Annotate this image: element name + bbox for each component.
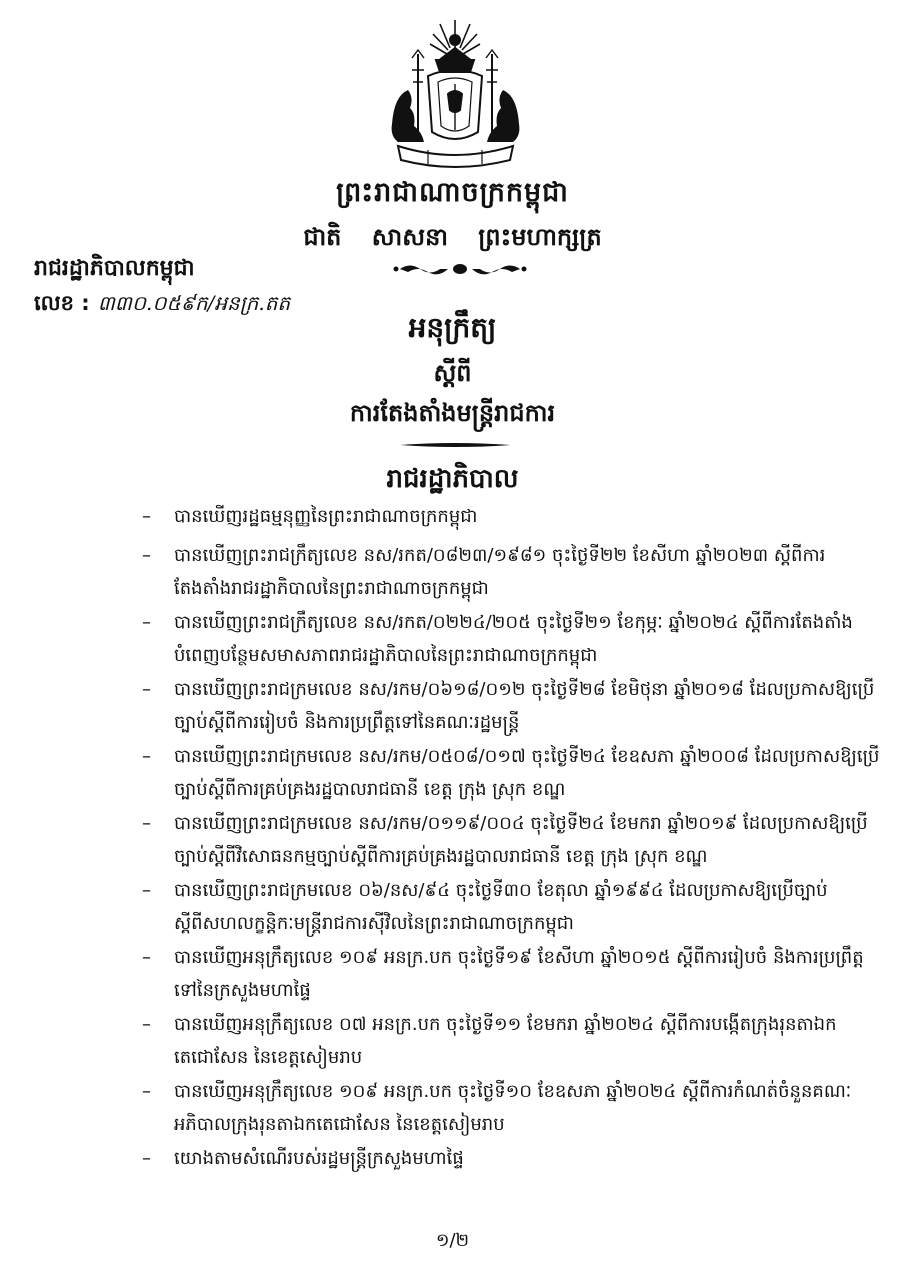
list-marker: –: [142, 545, 151, 566]
list-item: – យោងតាមសំណើរបស់រដ្ឋមន្ត្រីក្រសួងមហាផ្ទៃ: [142, 1142, 882, 1175]
list-item: – បានឃើញអនុក្រឹត្យលេខ ១០៩ អនក្រ.បក ចុះថ្ងៃទី១៩ ខែសីហា ឆ្នាំ២០១៥ ស្តីពីការរៀបចំ និងការប្រព្រឹត្តទៅនៃក្រសួងមហាផ្ទៃ: [142, 941, 882, 1007]
document-number-label: លេខ :: [34, 291, 90, 315]
royal-arms-emblem-icon: [378, 14, 533, 169]
list-item: – បានឃើញព្រះរាជក្រឹត្យលេខ នស/រកត/០២២៤/២០៥ ចុះថ្ងៃទី២១ ខែកុម្ភៈ ឆ្នាំ២០២៤ ស្តីពីការតែងតាំងបំពេញបន្ថែមសមាសភាពរាជរដ្ឋាភិបាលនៃព្រះរាជាណាចក្រកម្ពុជា: [142, 606, 882, 672]
page-number: ១/២: [435, 1230, 470, 1251]
list-marker: –: [142, 947, 151, 968]
list-item: – បានឃើញអនុក្រឹត្យលេខ ១០៩ អនក្រ.បក ចុះថ្ងៃទី១០ ខែឧសភា ឆ្នាំ២០២៤ ស្តីពីការកំណត់ចំនួនគណៈអភិបាលក្រុងរុនតាឯកតេជោសែន នៃខេត្តសៀមរាប: [142, 1075, 882, 1141]
list-marker: –: [142, 612, 151, 633]
list-item: – បានឃើញព្រះរាជក្រមលេខ ០៦/នស/៩៤ ចុះថ្ងៃទី៣០ ខែតុលា ឆ្នាំ១៩៩៤ ដែលប្រកាសឱ្យប្រើច្បាប់ស្តីពីសហលក្ខន្តិកៈមន្ត្រីរាជការស៊ីវិលនៃព្រះរាជាណាចក្រកម្ពុជា: [142, 874, 882, 940]
kingdom-title: ព្រះរាជាណាចក្រកម្ពុជា: [336, 177, 569, 208]
list-item: – បានឃើញរដ្ឋធម្មនុញ្ញនៃព្រះរាជាណាចក្រកម្ពុជា: [142, 500, 882, 533]
list-marker: –: [142, 746, 151, 767]
issuing-government: រាជរដ្ឋាភិបាលកម្ពុជា: [34, 256, 195, 281]
concerning-label: ស្តីពី: [433, 359, 472, 387]
title-divider: [400, 440, 510, 450]
considerations-list: [142, 500, 882, 1181]
list-marker: –: [142, 1081, 151, 1102]
list-item: – បានឃើញព្រះរាជក្រមលេខ នស/រកម/០១១៩/០០៤ ចុះថ្ងៃទី២៤ ខែមករា ឆ្នាំ២០១៩ ដែលប្រកាសឱ្យប្រើច្បាប់ស្តីពីវិសោធនកម្មច្បាប់ស្តីពីការគ្រប់គ្រងរដ្ឋបាលរាជធានី ខេត្ត ក្រុង ស្រុក ខណ្ឌ: [142, 807, 882, 873]
list-marker: –: [142, 1014, 151, 1035]
government-heading: រាជរដ្ឋាភិបាល: [386, 464, 519, 494]
list-item: – បានឃើញអនុក្រឹត្យលេខ ០៧ អនក្រ.បក ចុះថ្ងៃទី១១ ខែមករា ឆ្នាំ២០២៤ ស្តីពីការបង្កើតក្រុងរុនតាឯកតេជោសែន នៃខេត្តសៀមរាប: [142, 1008, 882, 1074]
list-marker: –: [142, 506, 151, 527]
document-subject: ការតែងតាំងមន្ត្រីរាជការ: [349, 399, 556, 427]
list-marker: –: [142, 880, 151, 901]
national-motto: ជាតិ សាសនា ព្រះមហាក្សត្រ: [303, 223, 602, 251]
list-item: – បានឃើញព្រះរាជក្រមលេខ នស/រកម/០៦១៨/០១២ ចុះថ្ងៃទី២៨ ខែមិថុនា ឆ្នាំ២០១៨ ដែលប្រកាសឱ្យប្រើច្បាប់ស្តីពីការរៀបចំ និងការប្រព្រឹត្តទៅនៃគណៈរដ្ឋមន្ត្រី: [142, 673, 882, 739]
list-marker: –: [142, 1148, 151, 1169]
list-item: – បានឃើញព្រះរាជក្រមលេខ នស/រកម/០៥០៨/០១៧ ចុះថ្ងៃទី២៤ ខែឧសភា ឆ្នាំ២០០៨ ដែលប្រកាសឱ្យប្រើច្បាប់ស្តីពីការគ្រប់គ្រងរដ្ឋបាលរាជធានី ខេត្ត ក្រុង ស្រុក ខណ្ឌ: [142, 740, 882, 806]
list-item: – បានឃើញព្រះរាជក្រឹត្យលេខ នស/រកត/០៨២៣/១៩៨១ ចុះថ្ងៃទី២២ ខែសីហា ឆ្នាំ២០២៣ ស្តីពីការតែងតាំងរាជរដ្ឋាភិបាលនៃព្រះរាជាណាចក្រកម្ពុជា: [142, 539, 882, 605]
document-number-value: ៣៣០.០៥៩ក/អនក្រ.តត: [97, 291, 291, 315]
list-marker: –: [142, 813, 151, 834]
document-type: អនុក្រឹត្យ: [408, 311, 497, 344]
decorative-divider-icon: [390, 258, 530, 280]
list-marker: –: [142, 679, 151, 700]
